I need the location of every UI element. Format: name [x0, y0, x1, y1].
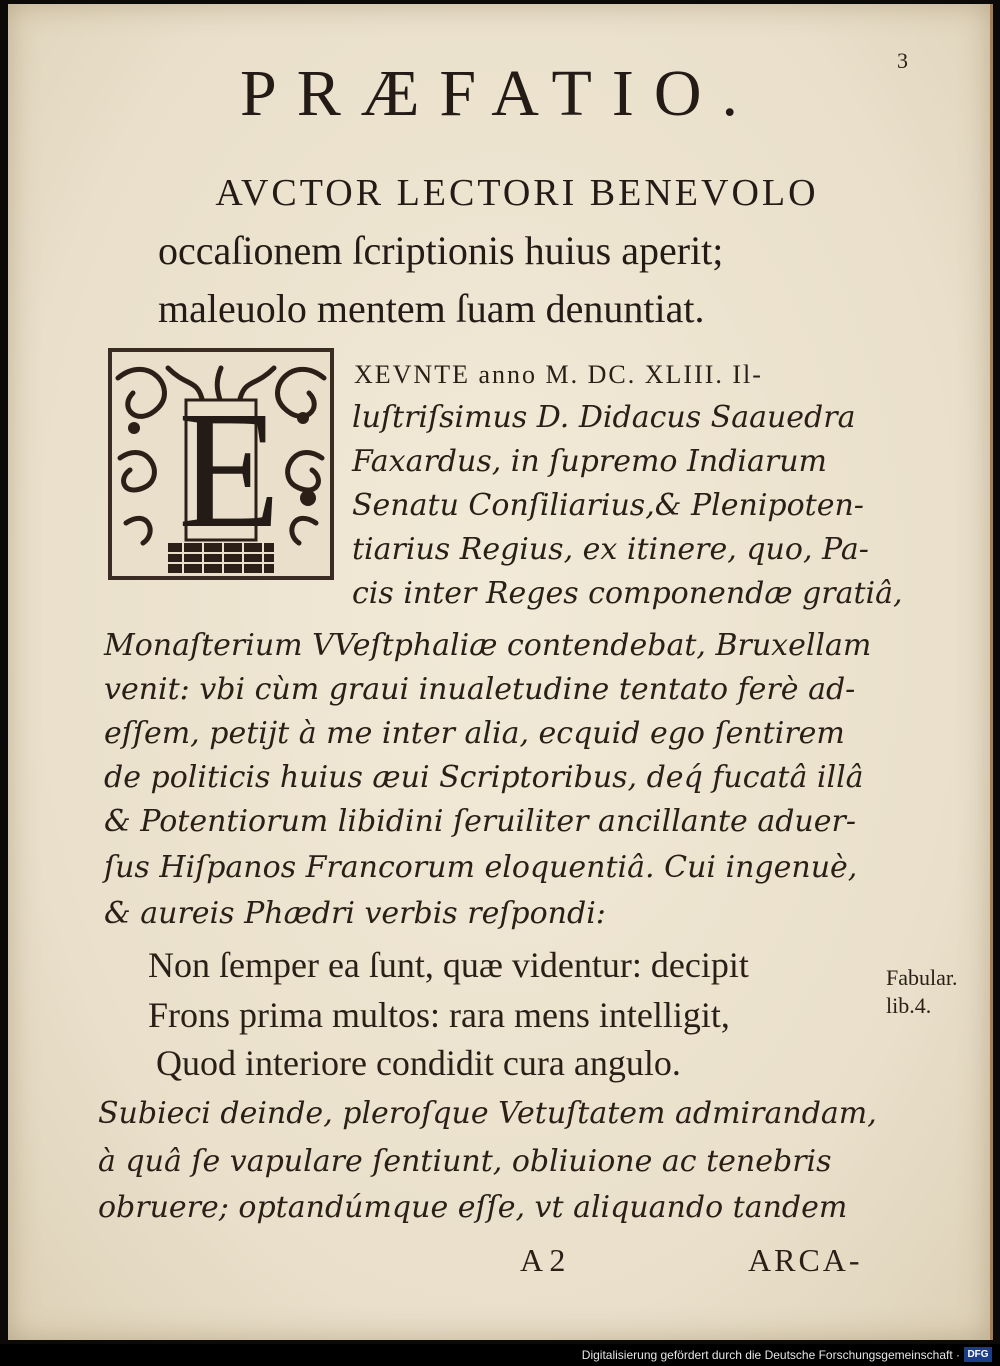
subtitle-block: [98, 164, 918, 338]
body-full-line-4: de politicis huius æui Scriptoribus, deq́ fucatâ illâ: [104, 760, 864, 795]
body-full-line-5: & Potentiorum libidini ſeruiliter ancillante aduer-: [104, 804, 856, 839]
body-full-line-3: eſſem, petijt à me inter alia, ecquid ego ſentirem: [104, 716, 845, 751]
body-line-5: tiarius Regius, ex itinere, quo, Pa-: [352, 532, 869, 567]
verse-line-2: Frons prima multos: rara mens intelligit,: [148, 995, 730, 1035]
body-line-6: cis inter Reges componendæ gratiâ,: [352, 576, 903, 611]
body-full-line-6: ſus Hiſpanos Francorum eloquentiâ. Cui ingenuè,: [104, 850, 858, 885]
body-line-3: Faxardus, in ſupremo Indiarum: [352, 444, 827, 479]
body-full-line-2: venit: vbi cùm graui inualetudine tentato ferè ad-: [104, 672, 856, 707]
catchword: ARCA-: [748, 1242, 863, 1278]
closing-line-1: Subieci deinde, pleroſque Vetuſtatem admirandam,: [98, 1096, 877, 1131]
book-page: [8, 4, 993, 1340]
footer-bar: [0, 1344, 1000, 1366]
subtitle-line-2: occaſionem ſcriptionis huius aperit;: [158, 228, 724, 273]
decorated-initial: [108, 348, 334, 580]
subtitle-caps: AVCTOR LECTORI BENEVOLO: [215, 172, 819, 214]
margin-note-line-1: Fabular.: [886, 965, 958, 990]
page-title: PRÆFATIO.: [239, 57, 759, 130]
margin-note: [886, 964, 986, 1020]
body-line: [354, 356, 763, 391]
body-line-4: Senatu Conſiliarius,& Plenipoten-: [352, 488, 864, 523]
signature-mark: A 2: [520, 1242, 566, 1278]
page-number: 3: [897, 48, 908, 73]
subtitle-line-3: maleuolo mentem ſuam denuntiat.: [158, 286, 705, 331]
closing-line-3: obruere; optandúmque eſſe, vt aliquando tandem: [98, 1190, 848, 1225]
verse-line-3: Quod interiore condidit cura angulo.: [156, 1043, 681, 1083]
closing-line-2: à quâ ſe vapulare ſentiunt, obliuione ac tenebris: [98, 1144, 832, 1179]
body-line-1: XEVNTE anno M. DC. XLIII. Il-: [354, 360, 763, 389]
initial-letter: E: [178, 377, 281, 563]
verse-line-1: Non ſemper ea ſunt, quæ videntur: decipit: [148, 945, 749, 985]
footer-credit: Digitalisierung gefördert durch die Deutsche Forschungsgemeinschaft ·: [581, 1348, 960, 1362]
body-full-line-1: Monaſterium VVeſtphaliæ contendebat, Bruxellam: [104, 628, 872, 663]
margin-note-line-2: lib.4.: [886, 993, 932, 1018]
dfg-logo-icon: DFG: [964, 1347, 992, 1362]
body-line-2: luſtriſsimus D. Didacus Saauedra: [352, 400, 856, 435]
body-full-line-7: & aureis Phædri verbis reſpondi:: [104, 896, 606, 931]
